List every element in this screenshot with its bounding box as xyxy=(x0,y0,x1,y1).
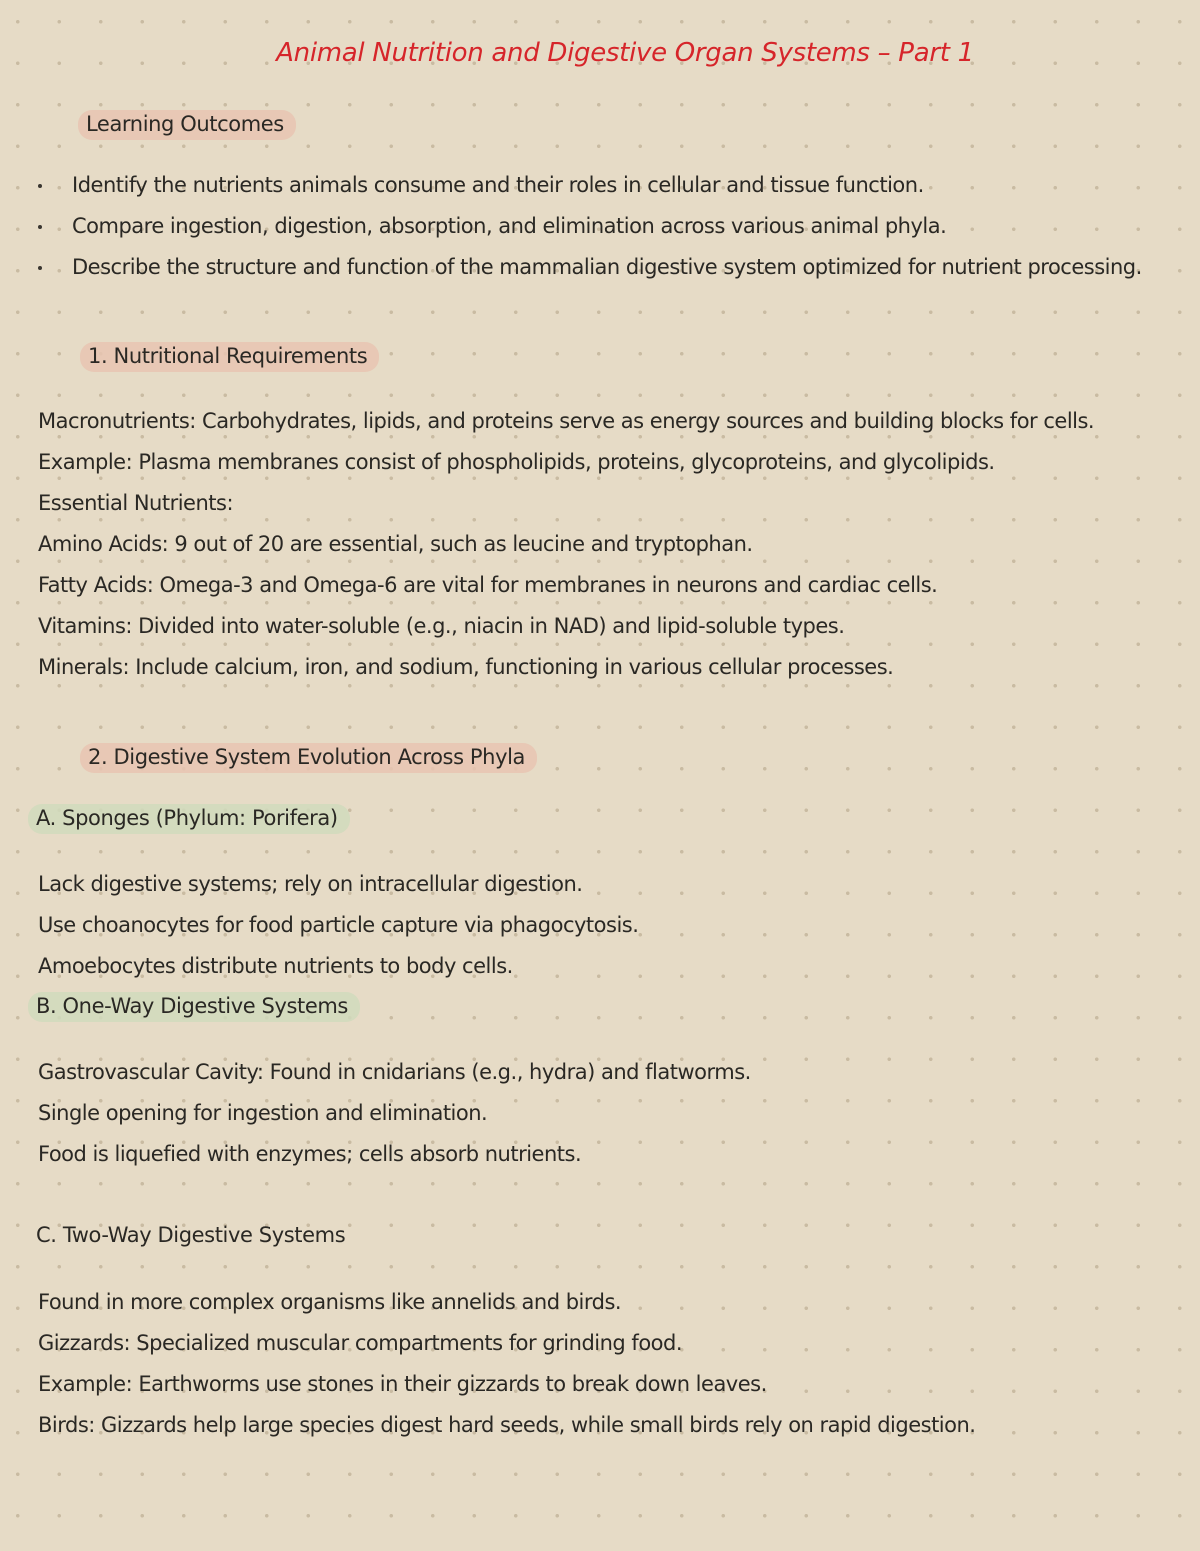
section1-lines xyxy=(38,404,1094,691)
list-item: Amino Acids: 9 out of 20 are essential, such as leucine and tryptophan. xyxy=(38,532,753,556)
subsection-b-heading: B. One-Way Digestive Systems xyxy=(28,992,360,1022)
list-item: Essential Nutrients: xyxy=(38,491,234,515)
list-item: Gastrovascular Cavity: Found in cnidarians (e.g., hydra) and flatworms. xyxy=(38,1060,751,1084)
subsection-c-lines xyxy=(38,1285,975,1449)
list-item: Birds: Gizzards help large species digest hard seeds, while small birds rely on rapid digestion. xyxy=(38,1413,976,1437)
list-item: Use choanocytes for food particle capture via phagocytosis. xyxy=(38,913,639,937)
list-item: Example: Plasma membranes consist of phospholipids, proteins, glycoproteins, and glycolipids. xyxy=(38,450,995,474)
list-item: Single opening for ingestion and elimination. xyxy=(38,1101,488,1125)
learning-outcomes-list xyxy=(34,168,1142,291)
list-item: Lack digestive systems; rely on intracellular digestion. xyxy=(38,872,583,896)
list-item: Gizzards: Specialized muscular compartments for grinding food. xyxy=(38,1331,683,1355)
section1-heading: 1. Nutritional Requirements xyxy=(80,342,379,372)
section2-heading: 2. Digestive System Evolution Across Phyla xyxy=(80,743,537,773)
list-item: Vitamins: Divided into water-soluble (e.g., niacin in NAD) and lipid-soluble types. xyxy=(38,614,845,638)
list-item: Food is liquefied with enzymes; cells absorb nutrients. xyxy=(38,1142,582,1166)
list-item: Describe the structure and function of the mammalian digestive system optimized for nutrient processing. xyxy=(34,250,1142,291)
list-item: Amoebocytes distribute nutrients to body cells. xyxy=(38,954,513,978)
list-item: Identify the nutrients animals consume and their roles in cellular and tissue function. xyxy=(34,168,1142,209)
list-item: Fatty Acids: Omega-3 and Omega-6 are vital for membranes in neurons and cardiac cells. xyxy=(38,573,938,597)
list-item: Minerals: Include calcium, iron, and sodium, functioning in various cellular processes. xyxy=(38,655,894,679)
list-item: Compare ingestion, digestion, absorption, and elimination across various animal phyla. xyxy=(34,209,1142,250)
subsection-a-lines xyxy=(38,867,638,990)
list-item: Macronutrients: Carbohydrates, lipids, and proteins serve as energy sources and building blocks for cells. xyxy=(38,409,1095,433)
page-title: Animal Nutrition and Digestive Organ Systems – Part 1 xyxy=(276,38,974,68)
list-item: Found in more complex organisms like annelids and birds. xyxy=(38,1290,622,1314)
subsection-b-lines xyxy=(38,1055,751,1178)
list-item: Example: Earthworms use stones in their gizzards to break down leaves. xyxy=(38,1372,767,1396)
learning-outcomes-heading: Learning Outcomes xyxy=(78,110,296,140)
subsection-c-heading: C. Two-Way Digestive Systems xyxy=(36,1223,346,1247)
subsection-a-heading: A. Sponges (Phylum: Porifera) xyxy=(28,804,350,834)
